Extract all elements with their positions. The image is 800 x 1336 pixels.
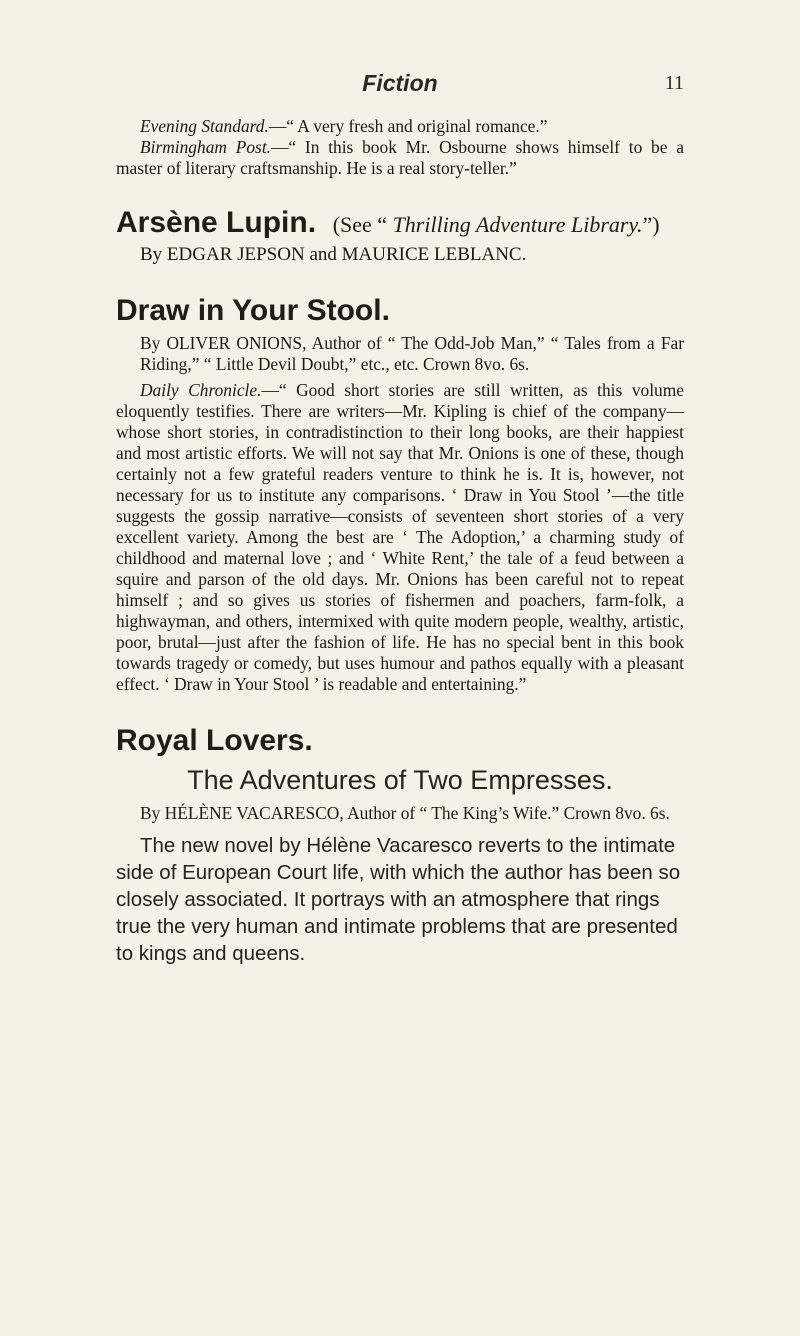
series-note: (See “ Thrilling Adventure Library.”) [332, 212, 660, 237]
review-text: —“ Good short stories are still written, as this volume eloquently testifies. There are writers—Mr. Kipling is chief of the company—whose short stories, in contradistinction to their long books, are their happiest and most artistic efforts. We will not say that Mr. Onions is one of these, though certainly not a few grateful readers venture to think he is. It is, however, not necessary for us to institute any comparisons. ‘ Draw in You Stool ’—the title suggests the gossip narrative—consists of seventeen short stories of a very excellent variety. Among the best are ‘ The Adoption,’ a charming study of childhood and maternal love ; and ‘ White Rent,’ the tale of a feud between a squire and parson of the old days. Mr. Onions has been careful not to repeat himself ; and so gives us stories of fishermen and poachers, farm-folk, a highwayman, and others, intermixed with quite modern people, wealthy, artistic, poor, brutal—just after the fashion of life. He has no special bent in this book towards tragedy or comedy, but uses humour and pathos equally with a pleasant effect. ‘ Draw in Your Stool ’ is readable and entertaining.” [116, 380, 684, 694]
review-quote: —“ In this book Mr. Osbourne shows himself to be a master of literary craftsmanship. He is a real story-teller.” [116, 137, 684, 178]
book-title-draw-in-your-stool: Draw in Your Stool. [116, 294, 390, 327]
running-title: Fiction [362, 70, 438, 96]
book-title-royal-lovers: Royal Lovers. [116, 724, 313, 757]
book-description: The new novel by Hélène Vacaresco reverts to the intimate side of European Court life, with which the author has been so closely associated. It portrays with an atmosphere that rings true the very human and intimate problems that are presented to kings and queens. [116, 834, 681, 965]
review-evening-standard [116, 116, 684, 137]
page-number: 11 [664, 72, 684, 94]
review-daily-chronicle [116, 380, 684, 695]
book-title-arsene-lupin [116, 205, 684, 243]
page-header [116, 70, 684, 104]
review-source: Daily Chronicle. [140, 380, 262, 400]
review-birmingham-post [116, 137, 684, 179]
byline-arsene-lupin: By EDGAR JEPSON and MAURICE LEBLANC. [140, 244, 527, 265]
review-source: Evening Standard. [140, 116, 269, 136]
byline-royal-lovers: By HÉLÈNE VACARESCO, Author of “ The King’s Wife.” Crown 8vo. 6s. [140, 803, 670, 823]
review-source: Birmingham Post. [140, 137, 272, 157]
book-title: Arsène Lupin. [116, 206, 317, 239]
byline-draw-in-your-stool: By OLIVER ONIONS, Author of “ The Odd-Job Man,” “ Tales from a Far Riding,” “ Little Devil Doubt,” etc., etc. Crown 8vo. 6s. [140, 333, 684, 374]
review-quote: —“ A very fresh and original romance.” [268, 116, 548, 136]
book-subtitle: The Adventures of Two Empresses. [187, 765, 613, 795]
page-content [116, 116, 684, 967]
